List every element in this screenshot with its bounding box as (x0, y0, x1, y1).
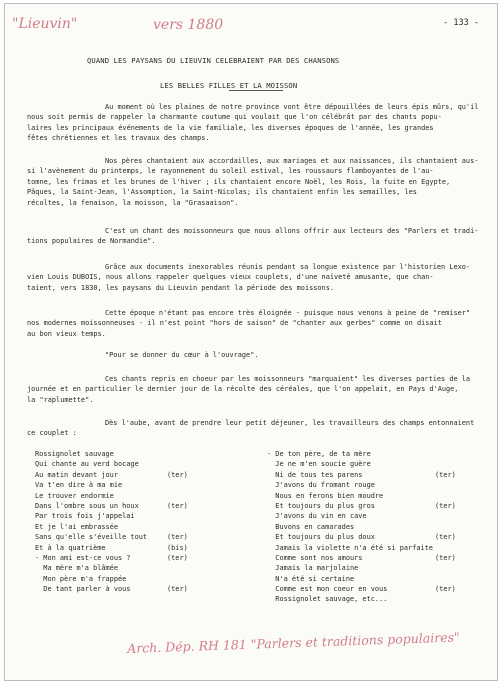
paragraph-documents (27, 262, 470, 293)
handwritten-date-note: vers 1880 (153, 17, 224, 33)
song-line (267, 449, 495, 459)
repeat-marker: (ter) (167, 553, 188, 562)
text-line: nos modernes moissonneuses - il n'est point "hors de saison" de "chanter aux gerbes" comme on disait (27, 319, 442, 328)
song-line (35, 584, 210, 594)
repeat-marker: (bis) (167, 543, 188, 552)
repeat-marker: (ter) (435, 501, 456, 510)
song-line-text: Va t'en dire à ma mie (35, 481, 123, 490)
song-line (35, 574, 210, 584)
repeat-marker: (ter) (167, 501, 188, 510)
song-line-text: Le trouver endormie (35, 491, 114, 500)
text-line: si l'avènement du printemps, le rayonnement du soleil estival, les roussaurs flamboyantes de l'au- (27, 167, 434, 176)
page-number: - 133 - (443, 18, 479, 28)
song-line (35, 449, 210, 459)
song-line-text: Rossignolet sauvage, etc... (267, 595, 388, 604)
song-line-text: Dans l'ombre sous un houx (35, 501, 139, 510)
song-line-text: Jamais la marjolaine (267, 564, 359, 573)
text-line: Ces chants repris en choeur par les moissonneurs "marquaient" les diverses parties de la (105, 375, 471, 383)
song-line-text: J'avons du vin en cave (267, 512, 367, 521)
song-line-text: J'avons du fromant rouge (267, 481, 375, 490)
song-line-text: Rossignolet sauvage (35, 450, 114, 458)
song-line (35, 501, 210, 511)
repeat-marker: (ter) (435, 553, 456, 562)
song-line (35, 543, 210, 553)
song-line-text: Je ne m'en soucie guère (267, 460, 371, 469)
handwritten-archive-reference: Arch. Dép. RH 181 "Parlers et traditions populaires" (127, 629, 460, 656)
text-line: "Pour se donner du cœur à l'ouvrage". (105, 351, 259, 359)
song-verses-right (267, 449, 495, 605)
song-line-text: Sans qu'elle s'éveille tout (35, 533, 148, 542)
song-line (35, 522, 210, 532)
song-line-text: Au matin devant jour (35, 470, 118, 479)
song-line (35, 470, 210, 480)
text-line: vien Louis DUBOIS, nous allons rappeler quelques vieux couplets, d'une naïveté amusante, que chan- (27, 273, 434, 282)
repeat-marker: (ter) (435, 533, 456, 542)
repeat-marker: (ter) (167, 470, 188, 479)
song-line (267, 470, 495, 480)
paragraph-epoch (27, 308, 470, 339)
text-line: au bon vieux temps. (27, 329, 106, 338)
handwritten-region-note: "Lieuvin" (12, 16, 78, 32)
text-line: Pâques, la Saint-Jean, l'Assomption, la Saint-Nicolas; ils chantaient enfin les semailles, les (27, 188, 417, 197)
paragraph-reapers-song (27, 226, 478, 247)
repeat-marker: (ter) (167, 533, 188, 542)
song-line-text: De tant parler à vous (35, 585, 131, 594)
song-line (267, 584, 495, 594)
text-line: nous soit permis de rappeler la charmante coutume qui voulait que l'on célébrât par des chants popu- (27, 113, 442, 122)
song-line-text: Par trois fois j'appelai (35, 512, 135, 521)
song-line (267, 491, 495, 501)
song-line (267, 574, 495, 584)
repeat-marker: (ter) (435, 470, 456, 479)
text-line: Grâce aux documents inexorables réunis pendant sa longue existence par l'historien Lexo- (105, 263, 471, 271)
song-line-text: Et toujours du plus gros (267, 501, 375, 510)
song-line-text: Et toujours du plus doux (267, 533, 375, 542)
song-line-text: Et à la quatrième (35, 543, 106, 552)
song-line (35, 459, 210, 469)
song-line-text: - Mon ami est-ce vous ? (35, 553, 131, 562)
paragraph-quote (27, 350, 259, 360)
song-line (267, 553, 495, 563)
song-line (35, 511, 210, 521)
song-line (267, 459, 495, 469)
song-line (35, 532, 210, 542)
text-line: tomne, les frimas et les brunes de l'hiver ; ils chantaient encore Noël, les Rois, la fuite en Egypte, (27, 177, 451, 186)
song-line-text: Comme sont nos amours (267, 553, 363, 562)
page-subtitle: LES BELLES FILLES ET LA MOISSON (160, 81, 298, 90)
song-line (267, 501, 495, 511)
text-line: fêtes chrétiennes et les travaux des champs. (27, 134, 210, 143)
text-line: laires les principaux événements de la vie familiale, les diverses époques de l'année, les grandes (27, 123, 434, 132)
text-line: Cette époque n'étant pas encore très éloignée - puisque nous venons à peine de "remiser" (105, 309, 471, 317)
song-line (267, 480, 495, 490)
song-line (267, 532, 495, 542)
text-line: Au moment où les plaines de notre province vont être dépouillées de leurs épis mûrs, qu'il (105, 103, 479, 111)
subtitle-underline (229, 90, 283, 91)
text-line: Nos pères chantaient aux accordailles, aux mariages et aux naissances, ils chantaient aus- (105, 157, 479, 165)
paragraph-fathers (27, 156, 478, 208)
song-line-text: N'a été si certaine (267, 574, 355, 583)
song-line (267, 543, 495, 553)
song-verses-left (35, 449, 210, 594)
repeat-marker: (ter) (167, 585, 188, 594)
song-line (35, 553, 210, 563)
song-line (267, 563, 495, 573)
song-line (267, 594, 495, 604)
paragraph-dawn (27, 418, 474, 439)
page-title: QUAND LES PAYSANS DU LIEUVIN CELEBRAIENT PAR DES CHANSONS (87, 56, 340, 65)
song-line-text: Et je l'ai embrassée (35, 522, 118, 531)
text-line: journée et en particulier le dernier jour de la récolte des céréales, que l'on appelait, en Pays d'Auge, (27, 385, 459, 394)
text-line: récoltes, la fenaison, la moisson, la "Grasaaison". (27, 198, 239, 207)
text-line: Dès l'aube, avant de prendre leur petit déjeuner, les travailleurs des champs entonnaient (105, 419, 475, 427)
text-line: C'est un chant des moissonneurs que nous allons offrir aux lecteurs des "Parlers et tradi- (105, 227, 479, 235)
song-line-text: Mon père m'a frappée (35, 574, 127, 583)
song-line (35, 491, 210, 501)
repeat-marker: (ter) (435, 585, 456, 594)
text-line: taient, vers 1830, les paysans du Lieuvin pendant la période des moissons. (27, 283, 334, 292)
song-line-text: Comme est mon coeur en vous (267, 585, 388, 594)
song-line-text: Nous en ferons bien moudre (267, 491, 384, 500)
text-line: la "raplumette". (27, 395, 94, 404)
text-line: tions populaires de Normandie". (27, 237, 156, 246)
song-line-text: Ni de tous tes parens (267, 470, 363, 479)
song-line (35, 480, 210, 490)
song-line (35, 563, 210, 573)
song-line-text: - De ton père, de ta mère (267, 450, 371, 458)
song-line (267, 511, 495, 521)
paragraph-intro (27, 102, 478, 144)
document-page (4, 3, 498, 681)
song-line-text: Ma mère m'a blâmée (35, 564, 118, 573)
song-line-text: Qui chante au verd bocage (35, 460, 139, 469)
song-line (267, 522, 495, 532)
song-line-text: Jamais la violette n'a été si parfaite (267, 543, 433, 552)
text-line: ce couplet : (27, 429, 77, 438)
song-line-text: Buvons en camarades (267, 522, 355, 531)
paragraph-chorus (27, 374, 470, 405)
